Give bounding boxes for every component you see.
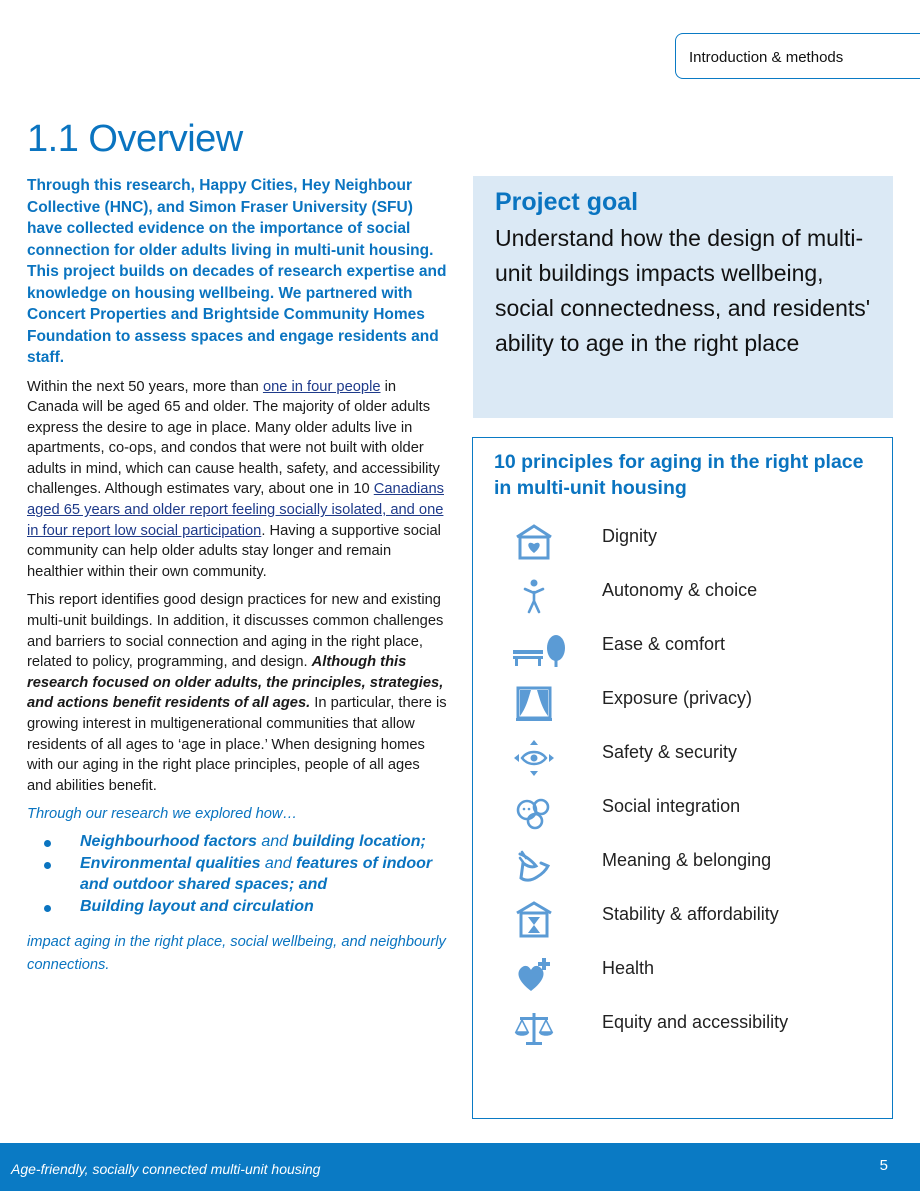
page-title: 1.1 Overview — [27, 118, 243, 160]
person-icon — [511, 576, 557, 616]
list-item-bold-1: Building layout and circulation — [80, 897, 314, 915]
para2-emphasis: Although this research focused on older adults, the principles, strategies, and actions benefit residents of all ages. — [27, 654, 444, 712]
main-column — [27, 175, 447, 976]
house-hourglass-icon — [511, 900, 557, 940]
principle-label: Stability & affordability — [602, 904, 779, 924]
principles-list — [473, 522, 892, 1062]
principle-label: Exposure (privacy) — [602, 688, 753, 708]
bullet-dot — [44, 862, 51, 869]
explore-intro: Through our research we explored how… — [27, 806, 298, 823]
principle-label: Ease & comfort — [602, 634, 726, 654]
principle-row — [473, 1008, 892, 1062]
para2-text-2: In particular, there is growing interest in multigenerational communities that allow residents of all ages to ‘age in place.’ When designing homes with our aging in the right place principles, people of all ages and abilities benefit. — [27, 695, 447, 794]
principle-label: Autonomy & choice — [602, 580, 758, 600]
project-goal-heading: Project goal — [495, 188, 639, 216]
bullet-dot — [44, 840, 51, 847]
list-item-bold-1: Neighbourhood factors — [80, 833, 257, 851]
para1-text-1: Within the next 50 years, more than — [27, 378, 263, 395]
section-tab — [675, 33, 920, 79]
principles-heading: 10 principles for aging in the right place in multi-unit housing — [494, 451, 864, 499]
principle-label: Dignity — [602, 526, 658, 546]
list-item-bold-2: features of indoor and outdoor shared spaces; and — [80, 854, 433, 894]
principle-row — [473, 900, 892, 954]
principles-box — [472, 437, 893, 1119]
scales-icon — [511, 1008, 557, 1048]
social-isolation-link[interactable]: Canadians aged 65 years and older report feeling socially isolated, and one in four report low social participation — [27, 481, 444, 539]
para1-text-2: in Canada will be aged 65 and older. The majority of older adults express the desire to age in place. Many older adults live in apartments, co-ops, and condos that were not built with older adults in mind, which can cause health, safety, and accessibility challenges. Although estimates vary, about one in 10 — [27, 378, 440, 498]
eye-arrows-icon — [511, 738, 557, 778]
principle-label: Meaning & belonging — [602, 850, 772, 870]
project-goal-box — [473, 176, 893, 418]
project-goal-text: Understand how the design of multi-unit buildings impacts wellbeing, social connectedness, and residents' ability to age in the right place — [495, 225, 871, 356]
principle-label: Equity and accessibility — [602, 1012, 789, 1032]
principle-row — [473, 738, 892, 792]
list-item — [27, 831, 447, 853]
list-item-bold-1: Environmental qualities — [80, 854, 261, 872]
lead-paragraph: Through this research, Happy Cities, Hey Neighbour Collective (HNC), and Simon Fraser University (SFU) have collected evidence on the importance of social connection for older adults living in multi-unit housing. This project builds on decades of research expertise and knowledge on housing wellbeing. We partnered with Concert Properties and Brightside Community Homes Foundation to assess spaces and engage residents and staff. — [27, 177, 447, 366]
hands-icon — [511, 846, 557, 886]
principle-row — [473, 792, 892, 846]
page-footer — [0, 1143, 920, 1191]
principle-row — [473, 522, 892, 576]
footer-title: Age-friendly, socially connected multi-unit housing — [11, 1161, 321, 1177]
closing-text: impact aging in the right place, social wellbeing, and neighbourly connections. — [27, 934, 446, 973]
principle-row — [473, 684, 892, 738]
window-curtains-icon — [511, 684, 557, 724]
list-item-bold-2: building location; — [292, 833, 426, 851]
section-tab-label: Introduction & methods — [689, 49, 844, 66]
bench-tree-icon — [511, 630, 557, 670]
principle-row — [473, 630, 892, 684]
principle-label: Safety & security — [602, 742, 738, 762]
body-paragraph-2 — [27, 590, 447, 796]
page-number: 5 — [879, 1157, 888, 1174]
one-in-four-link[interactable]: one in four people — [262, 378, 381, 395]
list-item-connector: and — [260, 854, 297, 872]
para1-text-3: . Having a supportive social community can help older adults stay longer and remain healthier within their own community. — [27, 522, 441, 580]
principle-row — [473, 576, 892, 630]
para2-text-1: This report identifies good design practices for new and existing multi-unit buildings. In addition, it discusses common challenges and barriers to social connection and aging in the right place, related to policy, programming, and design. — [27, 592, 444, 671]
explore-list — [27, 831, 447, 917]
bullet-dot — [44, 905, 51, 912]
body-paragraph-1 — [27, 377, 447, 583]
principle-label: Social integration — [602, 796, 741, 816]
principle-label: Health — [602, 958, 655, 978]
faces-icon — [511, 792, 557, 832]
house-heart-icon — [511, 522, 557, 562]
list-item-connector: and — [256, 833, 293, 851]
list-item — [27, 853, 447, 896]
list-item — [27, 896, 447, 918]
principle-row — [473, 846, 892, 900]
principle-row — [473, 954, 892, 1008]
heart-plus-icon — [511, 954, 557, 994]
